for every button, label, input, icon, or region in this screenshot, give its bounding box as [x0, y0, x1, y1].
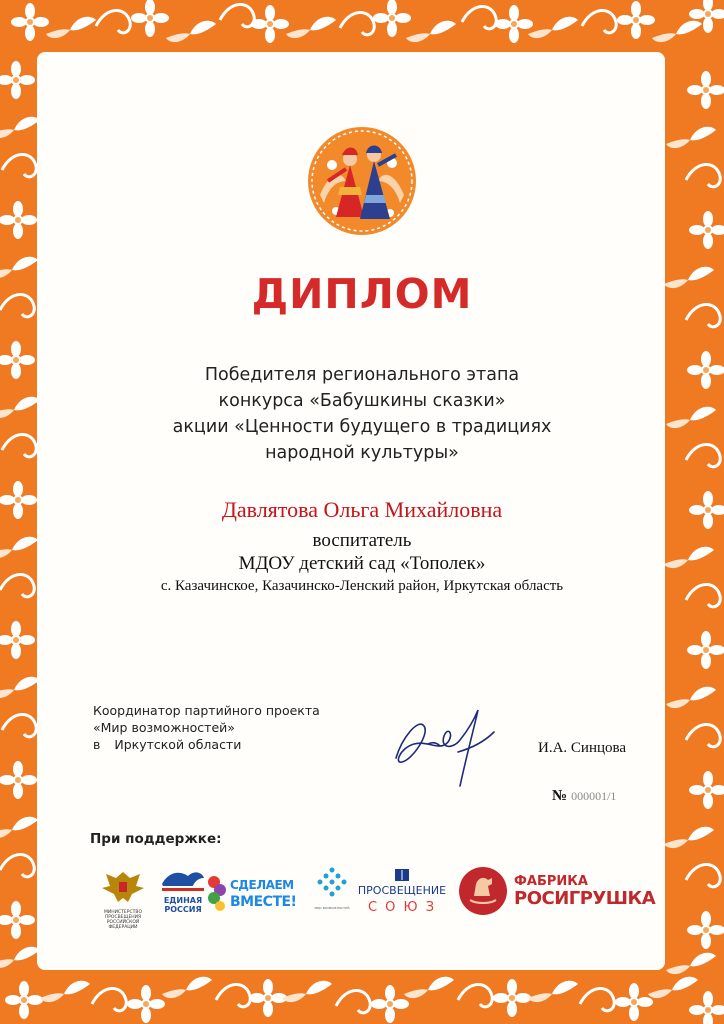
- diploma-number: [552, 787, 616, 805]
- coordinator-block: [93, 702, 320, 753]
- bear-flag-icon: [158, 866, 208, 892]
- dots-grid-icon: [314, 866, 350, 902]
- coordinator-region: [93, 736, 320, 753]
- contest-emblem-logo: [306, 125, 418, 237]
- coordinator-project: «Мир возможностей»: [93, 720, 235, 735]
- rosigrushka-logo: [458, 864, 658, 924]
- award-description-line: Победителя регионального этапа: [204, 365, 520, 385]
- diploma-title: ДИПЛОМ: [251, 270, 473, 318]
- ministry-logo: [92, 866, 154, 930]
- double-headed-eagle-icon: [92, 866, 154, 906]
- dots-logo: [314, 866, 350, 924]
- together-logo: [206, 868, 298, 924]
- together-line2: ВМЕСТЕ!: [230, 894, 297, 910]
- winner-role: воспитатель: [312, 530, 412, 551]
- support-label: При поддержке:: [90, 831, 222, 847]
- prosveshchenie-logo: [354, 868, 450, 924]
- prosveshchenie-line2: С О Ю З: [367, 900, 437, 915]
- winner-organization: МДОУ детский сад «Тополек»: [238, 553, 486, 574]
- award-description-line: акции «Ценности будущего в традициях: [172, 417, 552, 437]
- winner-name: Давлятова Ольга Михайловна: [221, 497, 503, 522]
- signer-name: И.А. Синцова: [538, 740, 627, 756]
- winner-location: с. Казачинское, Казачинско-Ленский район, Иркутская область: [160, 578, 564, 594]
- rosigrushka-line2: РОСИГРУШКА: [514, 888, 656, 909]
- handwritten-signature: [388, 698, 500, 790]
- rosigrushka-line1: ФАБРИКА: [514, 874, 588, 889]
- heart-hands-icon: [206, 872, 228, 912]
- number-value: 000001/1: [571, 789, 617, 803]
- coordinator-region-prefix: в: [93, 737, 101, 752]
- number-sign: №: [552, 788, 568, 804]
- dots-caption: мир возможностей: [314, 906, 350, 910]
- coordinator-region-name: Иркутской области: [114, 737, 242, 752]
- together-line1: СДЕЛАЕМ: [230, 878, 294, 892]
- book-icon: [394, 868, 410, 882]
- rocking-horse-icon: [458, 866, 508, 916]
- sponsor-logos: [92, 862, 662, 930]
- prosveshchenie-line1: ПРОСВЕЩЕНИЕ: [357, 884, 447, 897]
- coordinator-title: Координатор партийного проекта: [93, 703, 320, 718]
- party-name-line1: ЕДИНАЯ: [163, 896, 203, 905]
- award-description-line: народной культуры»: [265, 443, 459, 463]
- award-description-line: конкурса «Бабушкины сказки»: [218, 391, 506, 411]
- award-description: [0, 362, 724, 466]
- ministry-caption: МИНИСТЕРСТВО ПРОСВЕЩЕНИЯ РОССИЙСКОЙ ФЕДЕРАЦИИ: [104, 910, 142, 930]
- party-logo: [158, 866, 208, 926]
- party-name-line2: РОССИЯ: [164, 905, 202, 914]
